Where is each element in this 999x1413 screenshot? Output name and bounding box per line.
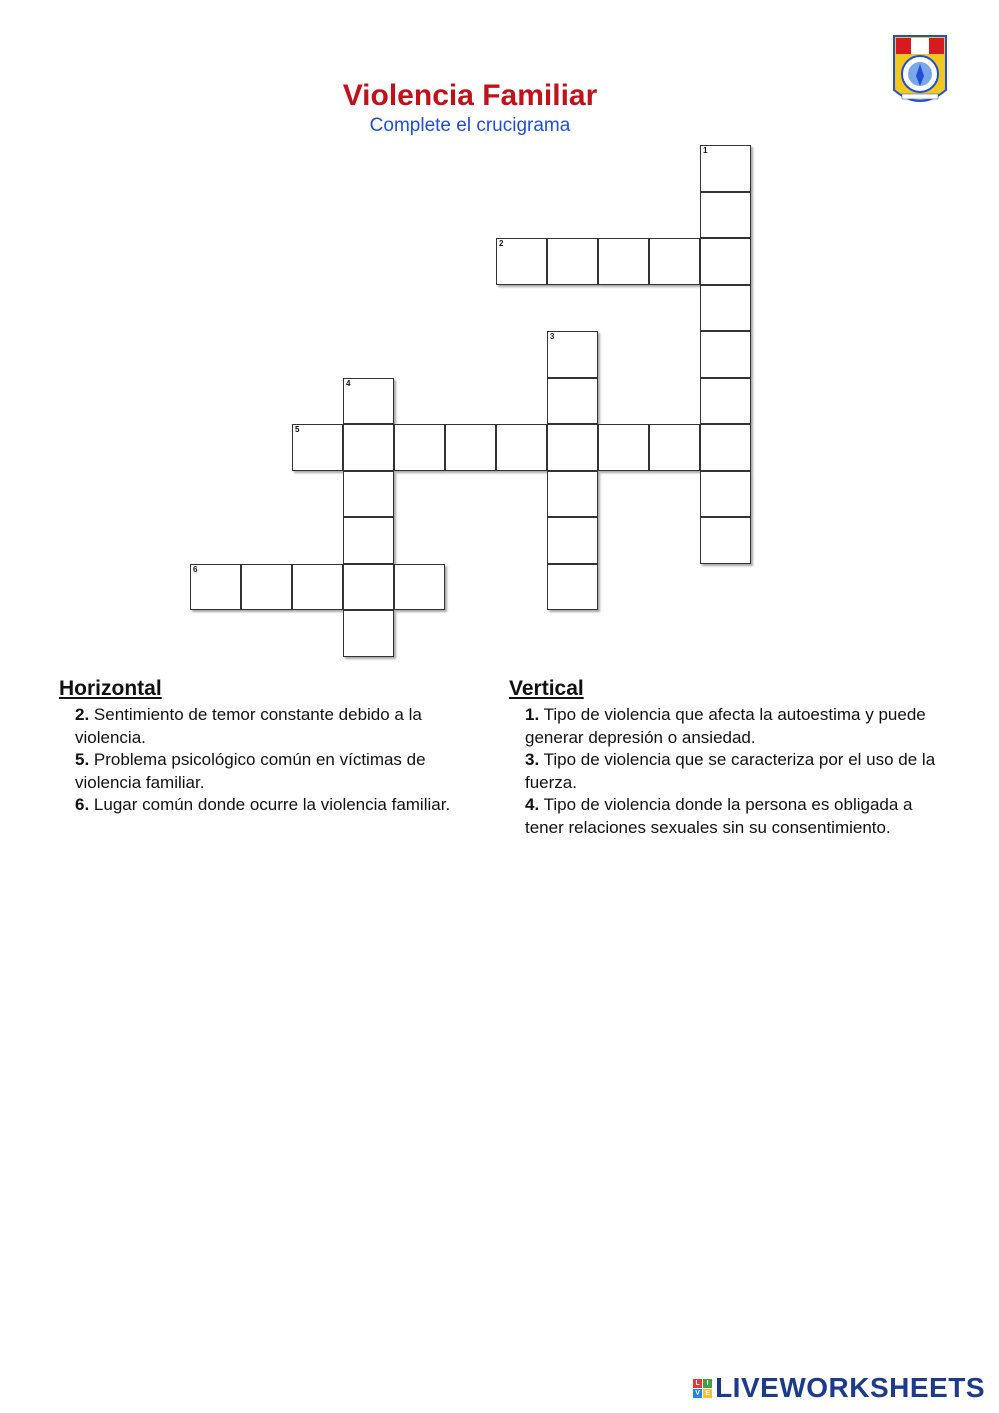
- clue-text: Tipo de violencia que afecta la autoestima y puede generar depresión o ansiedad.: [525, 705, 926, 747]
- clue-text: Tipo de violencia que se caracteriza por el uso de la fuerza.: [525, 750, 936, 792]
- crossword-cell[interactable]: [598, 424, 649, 471]
- clues-vertical-heading: Vertical: [509, 677, 584, 700]
- crossword-cell[interactable]: [445, 424, 496, 471]
- crossword-cell[interactable]: [700, 331, 751, 378]
- clue-down-3: [509, 749, 939, 794]
- crossword-cell[interactable]: [547, 471, 598, 518]
- logo-tile: V: [693, 1389, 702, 1398]
- crossword-grid: [0, 0, 999, 700]
- logo-tile: E: [703, 1389, 712, 1398]
- clue-number: 4.: [525, 795, 540, 814]
- crossword-cell[interactable]: [343, 564, 394, 611]
- liveworksheets-branding: [693, 1372, 985, 1404]
- crossword-cell[interactable]: [700, 145, 751, 192]
- crossword-cell[interactable]: [343, 610, 394, 657]
- logo-tile: I: [703, 1379, 712, 1388]
- cell-number: 1: [703, 146, 708, 155]
- page-subtitle: Complete el crucigrama: [369, 115, 571, 136]
- crossword-cell[interactable]: [343, 378, 394, 425]
- crossword-cell[interactable]: [547, 517, 598, 564]
- crossword-cell[interactable]: [496, 238, 547, 285]
- cell-number: 3: [550, 332, 555, 341]
- liveworksheets-logo-icon: [693, 1379, 712, 1398]
- cell-number: 5: [295, 425, 300, 434]
- clue-across-6: [59, 794, 489, 817]
- crossword-cell[interactable]: [598, 238, 649, 285]
- clue-across-5: [59, 749, 489, 794]
- crossword-cell[interactable]: [700, 517, 751, 564]
- logo-tile: L: [693, 1379, 702, 1388]
- crossword-cell[interactable]: [700, 471, 751, 518]
- crossword-cell[interactable]: [343, 424, 394, 471]
- clue-number: 3.: [525, 750, 540, 769]
- clue-text: Tipo de violencia donde la persona es obligada a tener relaciones sexuales sin su consentimiento.: [525, 795, 913, 837]
- crossword-cell[interactable]: [700, 285, 751, 332]
- crossword-cell[interactable]: [496, 424, 547, 471]
- page-title: Violencia Familiar: [342, 79, 598, 112]
- crossword-cell[interactable]: [241, 564, 292, 611]
- crossword-cell[interactable]: [343, 517, 394, 564]
- clue-down-4: [509, 794, 939, 839]
- crossword-cell[interactable]: [547, 424, 598, 471]
- crossword-cell[interactable]: [394, 564, 445, 611]
- clue-number: 5.: [75, 750, 90, 769]
- crossword-cell[interactable]: [343, 471, 394, 518]
- clues-vertical: [509, 676, 939, 839]
- clue-text: Lugar común donde ocurre la violencia familiar.: [89, 795, 451, 814]
- crossword-cell[interactable]: [292, 564, 343, 611]
- clues-horizontal: [59, 676, 489, 817]
- crossword-cell[interactable]: [394, 424, 445, 471]
- crossword-cell[interactable]: [649, 238, 700, 285]
- crossword-cell[interactable]: [700, 238, 751, 285]
- clue-across-2: [59, 704, 489, 749]
- crossword-cell[interactable]: [547, 238, 598, 285]
- crossword-cell[interactable]: [547, 564, 598, 611]
- crossword-cell[interactable]: [700, 424, 751, 471]
- crossword-cell[interactable]: [547, 378, 598, 425]
- crossword-cell[interactable]: [700, 378, 751, 425]
- clue-text: Problema psicológico común en víctimas de violencia familiar.: [75, 750, 426, 792]
- crossword-cell[interactable]: [547, 331, 598, 378]
- crossword-cell[interactable]: [649, 424, 700, 471]
- crossword-cell[interactable]: [292, 424, 343, 471]
- crossword-cell[interactable]: [700, 192, 751, 239]
- clue-number: 6.: [75, 795, 90, 814]
- liveworksheets-wordmark: LIVEWORKSHEETS: [715, 1372, 985, 1403]
- clue-number: 1.: [525, 705, 540, 724]
- clues-horizontal-heading: Horizontal: [59, 677, 162, 700]
- cell-number: 6: [193, 564, 198, 574]
- cell-number: 2: [499, 239, 504, 248]
- crossword-cell[interactable]: [190, 564, 241, 611]
- clue-down-1: [509, 704, 939, 749]
- cell-number: 4: [346, 378, 351, 388]
- clue-text: Sentimiento de temor constante debido a la violencia.: [75, 705, 422, 747]
- clue-number: 2.: [75, 705, 90, 724]
